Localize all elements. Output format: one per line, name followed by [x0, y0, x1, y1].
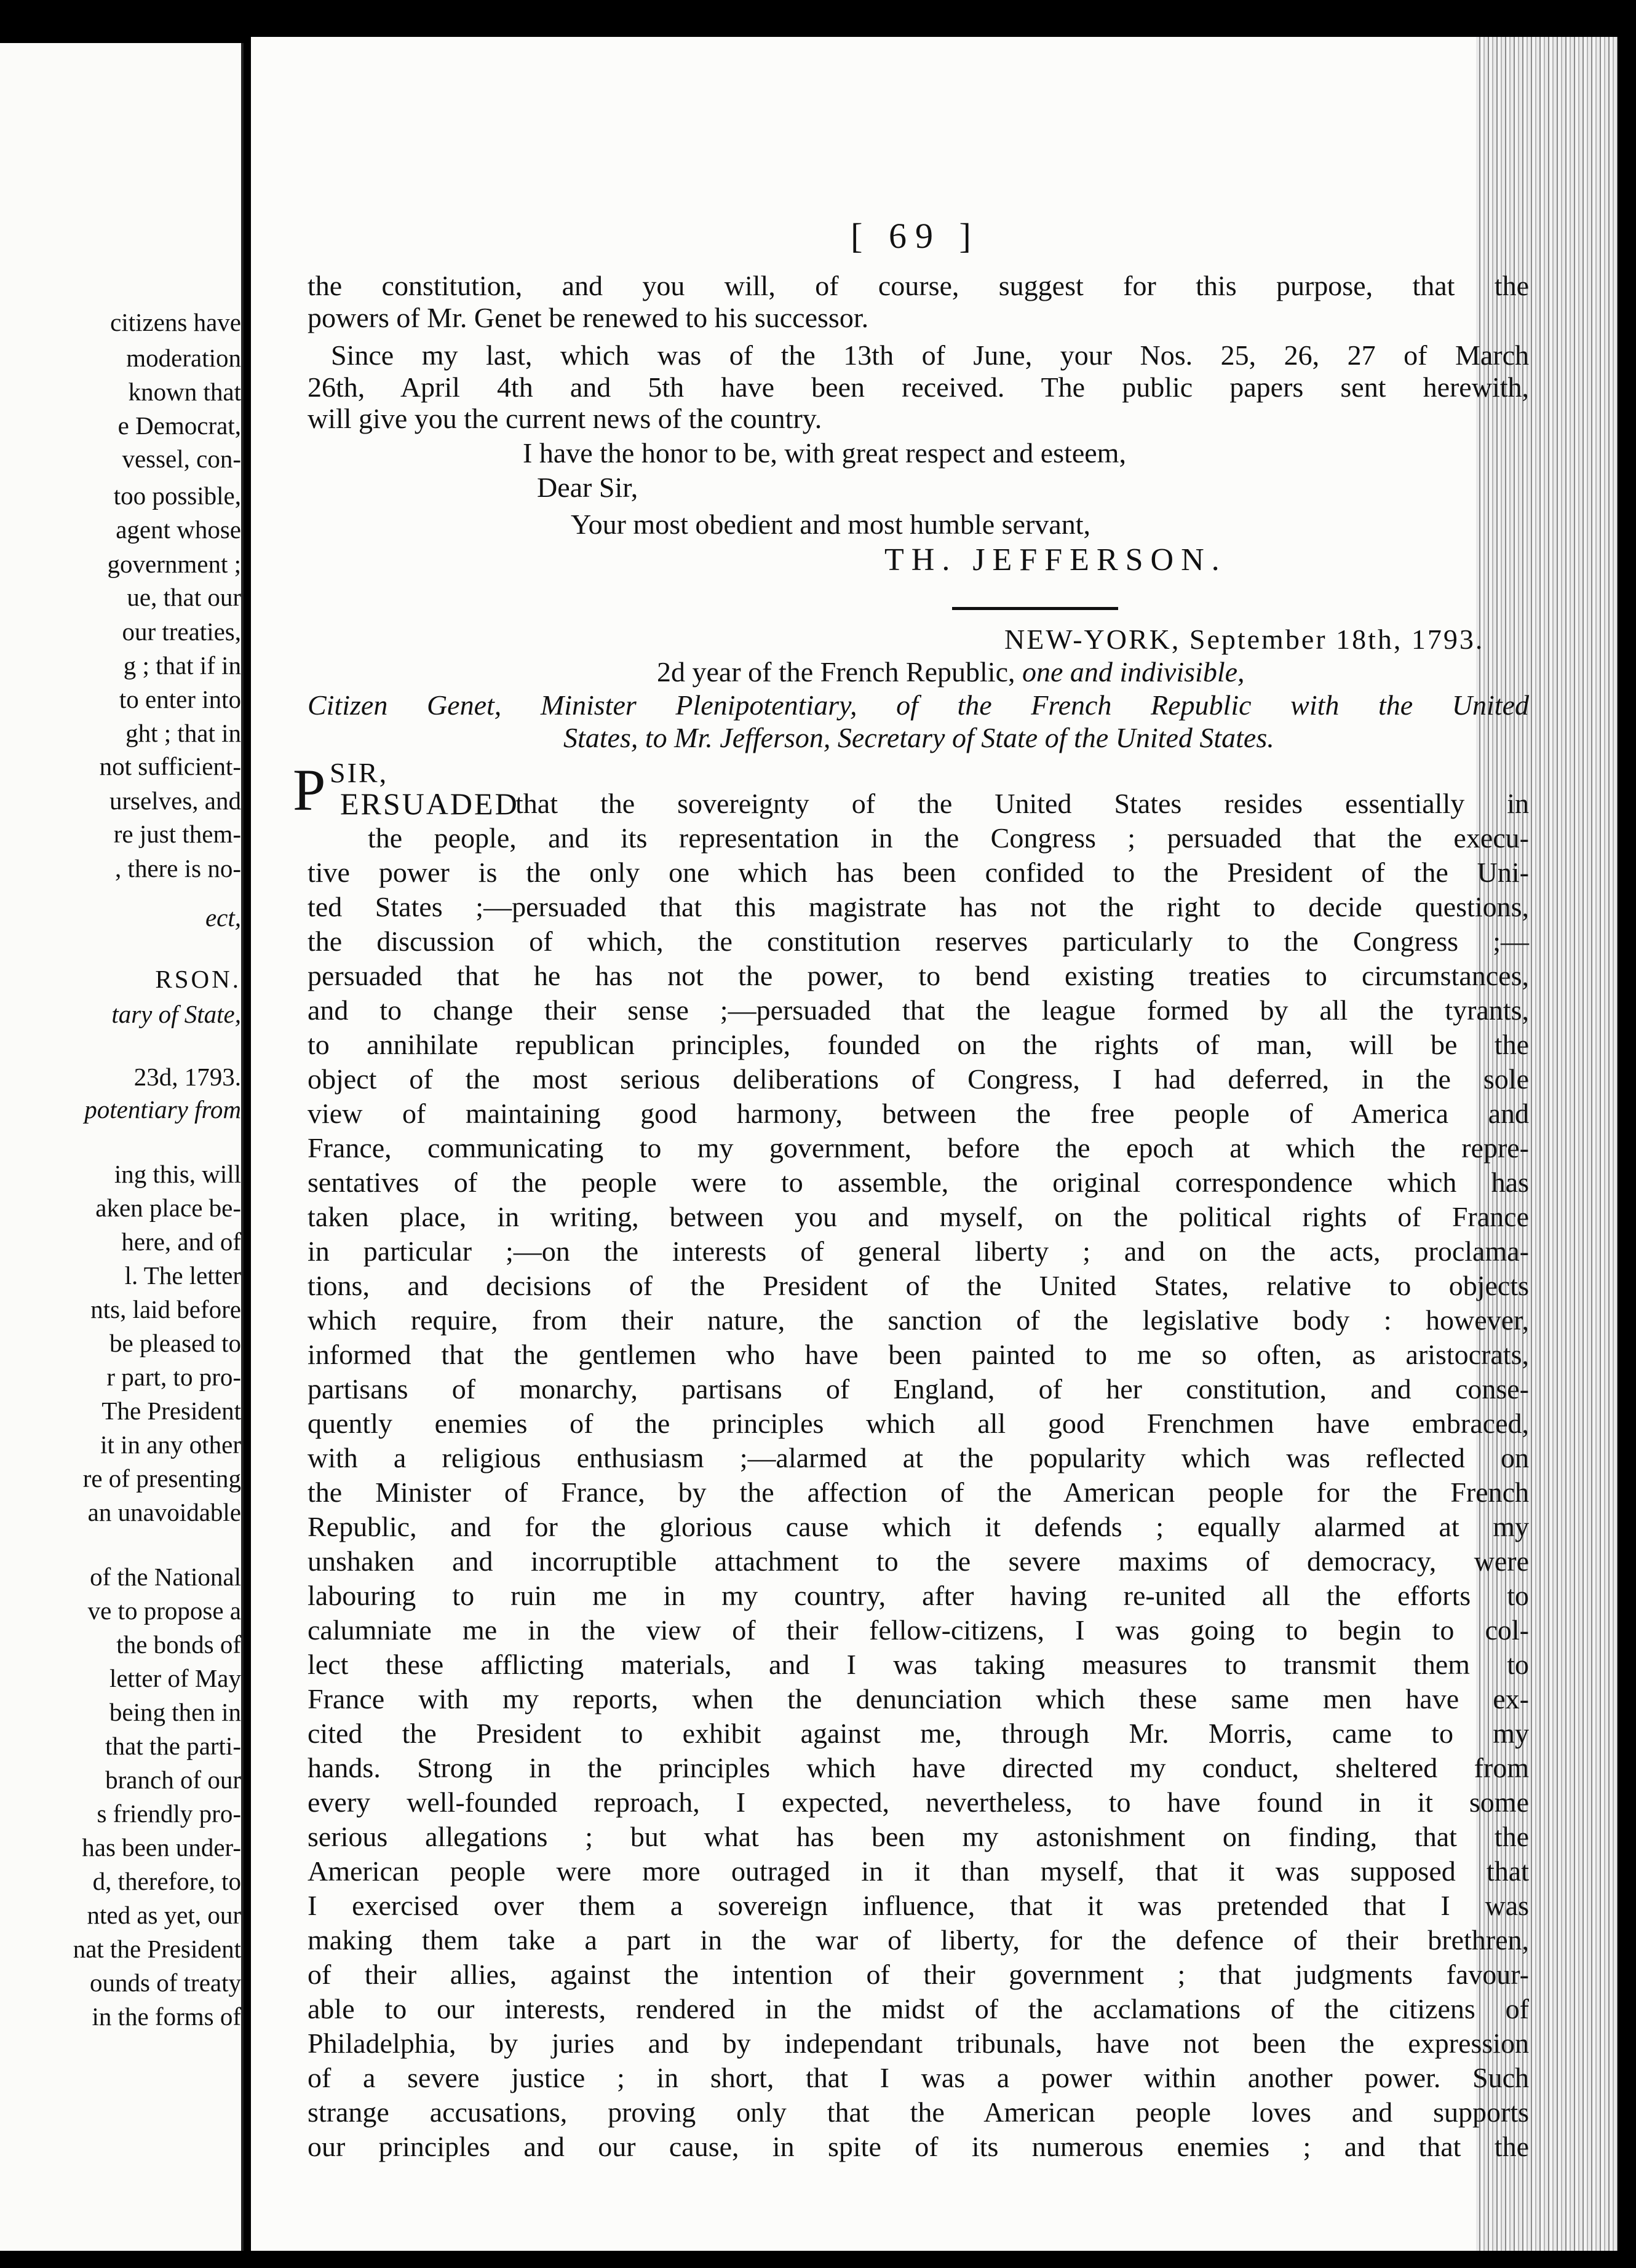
republic-line-italic: one and indivisible, [1022, 656, 1245, 688]
left-page-line: ing this, will [114, 1160, 241, 1188]
republic-line [657, 657, 1245, 688]
body-line: the discussion of which, the constitution reserves particularly to the Congress ;— [308, 926, 1529, 957]
left-page-line: too possible, [113, 482, 241, 510]
body-line: sentatives of the people were to assemble, the original correspondence which has [308, 1167, 1529, 1198]
left-page-line: government ; [107, 550, 241, 578]
left-page-line: ect, [205, 903, 241, 932]
left-page-line: re just them- [113, 820, 241, 848]
body-line: view of maintaining good harmony, between the free people of America and [308, 1098, 1529, 1129]
left-page-line: r part, to pro- [106, 1363, 241, 1391]
body-line: tions, and decisions of the President of the United States, relative to objects [308, 1270, 1529, 1301]
drop-cap: P [293, 757, 326, 823]
body-line: quently enemies of the principles which all good Frenchmen have embraced, [308, 1408, 1529, 1439]
left-page-line: it in any other [100, 1430, 241, 1459]
left-page-line: vessel, con- [122, 445, 241, 473]
left-page-line: tary of State, [111, 1000, 241, 1028]
body-line: persuaded that he has not the power, to bend existing treaties to circumstances, [308, 960, 1529, 991]
left-page-line: of the National [90, 1563, 241, 1591]
closing-line-1: I have the honor to be, with great respect and esteem, [523, 437, 1126, 469]
body-line: and to change their sense ;—persuaded that the league formed by all the tyrants, [308, 994, 1529, 1026]
left-facing-page [0, 43, 244, 2251]
left-page-line: ounds of treaty [90, 1969, 241, 1997]
left-page-line: ght ; that in [125, 719, 241, 747]
letter-end-line-2: powers of Mr. Genet be renewed to his successor. [308, 302, 869, 333]
body-line: tive power is the only one which has been confided to the President of the Uni- [308, 857, 1529, 888]
first-word: ERSUADED [340, 787, 519, 821]
left-page-line: to enter into [119, 685, 241, 713]
body-line: making them take a part in the war of liberty, for the defence of their brethren, [308, 1924, 1529, 1956]
left-page-line: g ; that if in [123, 651, 241, 680]
signature: TH. JEFFERSON. [884, 542, 1227, 577]
body-line: informed that the gentlemen who have been painted to me so often, as aristocrats, [308, 1339, 1529, 1370]
body-line: ted States ;—persuaded that this magistrate has not the right to decide questions, [308, 891, 1529, 922]
left-page-line: potentiary from [84, 1095, 241, 1124]
left-page-line: nts, laid before [90, 1295, 241, 1323]
body-line: cited the President to exhibit against me, through Mr. Morris, came to my [308, 1718, 1529, 1749]
left-page-line: nted as yet, our [87, 1901, 241, 1929]
salutation: SIR, [330, 757, 389, 788]
body-line: with a religious enthusiasm ;—alarmed at the popularity which was reflected on [308, 1442, 1529, 1473]
left-page-line: the bonds of [116, 1630, 241, 1659]
letter-end-line-4: 26th, April 4th and 5th have been received. The public papers sent herewith, [308, 371, 1529, 403]
left-page-line: nat the President [73, 1935, 241, 1963]
body-line: of their allies, against the intention of their government ; that judgments favour- [308, 1959, 1529, 1990]
left-page-line: e Democrat, [117, 411, 241, 440]
closing-line-2: Dear Sir, [537, 472, 638, 503]
left-page-line: that the parti- [105, 1732, 241, 1760]
body-line: the people, and its representation in the Congress ; persuaded that the execu- [368, 822, 1529, 854]
body-line: lect these afflicting materials, and I was taking measures to transmit them to [308, 1649, 1529, 1680]
body-line: American people were more outraged in it than myself, that it was supposed that [308, 1855, 1529, 1887]
left-page-line: known that [128, 378, 241, 406]
body-line: strange accusations, proving only that the American people loves and supports [308, 2096, 1529, 2128]
left-page-line: , there is no- [115, 854, 241, 882]
republic-line-roman: 2d year of the French Republic, [657, 656, 1015, 688]
left-page-line: ve to propose a [87, 1596, 241, 1625]
left-page-line: s friendly pro- [97, 1799, 241, 1828]
body-line: which require, from their nature, the sanction of the legislative body : however, [308, 1304, 1529, 1336]
body-line: partisans of monarchy, partisans of England, of her constitution, and conse- [308, 1373, 1529, 1405]
body-line: calumniate me in the view of their fellow-citizens, I was going to begin to col- [308, 1614, 1529, 1646]
left-page-line: aken place be- [95, 1194, 241, 1222]
left-page-line: RSON. [155, 965, 241, 993]
left-page-line: d, therefore, to [92, 1867, 241, 1895]
letter-end-line-1: the constitution, and you will, of course, suggest for this purpose, that the [308, 270, 1529, 301]
body-line: in particular ;—on the interests of general liberty ; and on the acts, proclama- [308, 1235, 1529, 1267]
page-number: [ 69 ] [851, 216, 980, 256]
body-line: France with my reports, when the denunciation which these same men have ex- [308, 1683, 1529, 1715]
body-line: I exercised over them a sovereign influence, that it was pretended that I was [308, 1890, 1529, 1921]
body-line: every well-founded reproach, I expected, nevertheless, to have found in it some [308, 1786, 1529, 1818]
left-page-line: an unavoidable [87, 1498, 241, 1526]
body-line: the Minister of France, by the affection of the American people for the French [308, 1477, 1529, 1508]
closing-line-3: Your most obedient and most humble servant, [571, 509, 1090, 540]
body-line: our principles and our cause, in spite of its numerous enemies ; and that the [308, 2131, 1529, 2162]
body-line: of a severe justice ; in short, that I was a power within another power. Such [308, 2062, 1529, 2093]
left-page-line: ue, that our [127, 583, 241, 611]
body-line: Republic, and for the glorious cause which it defends ; equally alarmed at my [308, 1511, 1529, 1542]
left-page-line: not sufficient- [99, 752, 241, 780]
body-line: able to our interests, rendered in the midst of the acclamations of the citizens of [308, 1993, 1529, 2024]
letter-heading-line-2: States, to Mr. Jefferson, Secretary of State of the United States. [563, 722, 1274, 753]
left-page-line: here, and of [121, 1227, 241, 1256]
left-page-line: l. The letter [124, 1261, 241, 1290]
left-page-line: re of presenting [82, 1464, 241, 1493]
body-line: unshaken and incorruptible attachment to the severe maxims of democracy, were [308, 1545, 1529, 1577]
left-page-line: in the forms of [92, 2002, 241, 2031]
left-page-line: our treaties, [122, 617, 241, 646]
left-page-line: 23d, 1793. [133, 1063, 241, 1091]
left-page-line: branch of our [105, 1766, 241, 1794]
left-page-line: being then in [109, 1698, 241, 1726]
dateline: NEW-YORK, September 18th, 1793. [1004, 624, 1485, 655]
letter-end-line-3: Since my last, which was of the 13th of June, your Nos. 25, 26, 27 of March [331, 339, 1529, 371]
left-page-line: be pleased to [109, 1329, 241, 1357]
letter-end-line-5: will give you the current news of the country. [308, 403, 822, 434]
body-line: object of the most serious deliberations of Congress, I had deferred, in the sole [308, 1063, 1529, 1095]
left-page-line: moderation [126, 344, 241, 372]
left-page-line: urselves, and [109, 787, 241, 815]
body-line: labouring to ruin me in my country, after having re-united all the efforts to [308, 1580, 1529, 1611]
body-line: hands. Strong in the principles which have directed my conduct, sheltered from [308, 1752, 1529, 1783]
left-page-line: The President [101, 1397, 241, 1425]
left-page-line: agent whose [116, 515, 241, 544]
letter-heading-line-1: Citizen Genet, Minister Plenipotentiary, of the French Republic with the United [308, 689, 1529, 721]
body-line: serious allegations ; but what has been my astonishment on finding, that the [308, 1821, 1529, 1852]
left-page-line: has been under- [82, 1833, 241, 1862]
body-line: to annihilate republican principles, founded on the rights of man, will be the [308, 1029, 1529, 1060]
left-page-line: letter of May [109, 1664, 241, 1692]
body-line: France, communicating to my government, before the epoch at which the repre- [308, 1132, 1529, 1164]
body-line: that the sovereignty of the United States resides essentially in [515, 788, 1529, 819]
body-line: taken place, in writing, between you and myself, on the political rights of France [308, 1201, 1529, 1232]
section-divider [952, 607, 1118, 610]
left-page-line: citizens have [110, 308, 241, 336]
right-page [251, 37, 1618, 2251]
body-line: Philadelphia, by juries and by independant tribunals, have not been the expression [308, 2028, 1529, 2059]
